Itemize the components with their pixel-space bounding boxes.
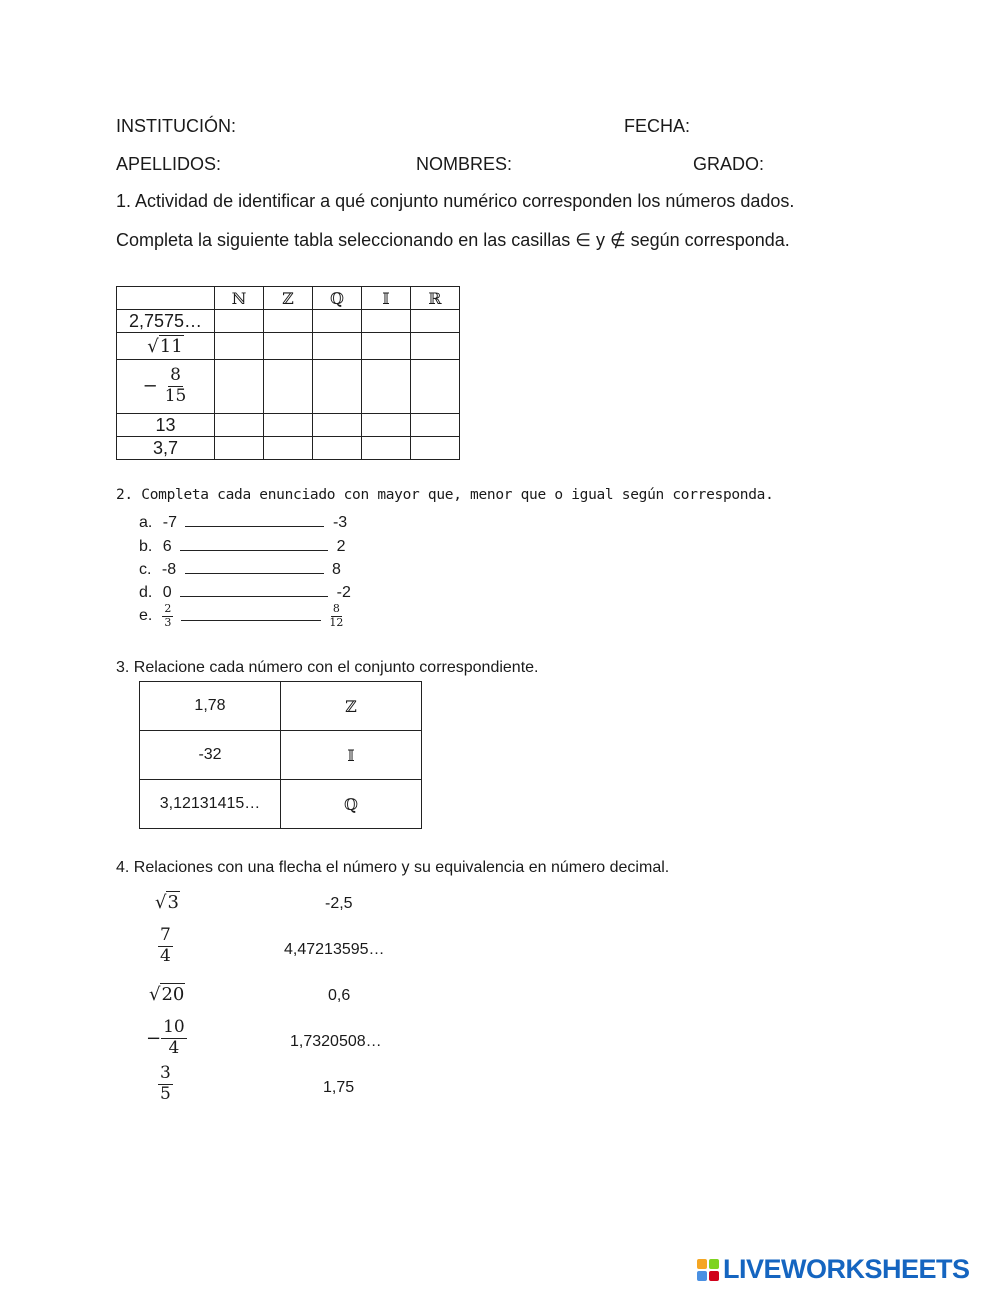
sqrt-expression: √20	[149, 984, 185, 1005]
answer-cell[interactable]	[215, 360, 264, 414]
denominator: 4	[168, 1037, 180, 1058]
table-header-row	[117, 287, 460, 310]
q4-title: 4. Relaciones con una flecha el número y su equivalencia en número decimal.	[116, 859, 670, 876]
number-cell[interactable]: -32	[140, 731, 281, 780]
denominator: 12	[329, 615, 344, 629]
item-left-value: -7	[162, 514, 178, 531]
item-right-value: 2	[336, 538, 346, 555]
item-left-value: 0	[162, 584, 172, 601]
table-row	[117, 414, 460, 437]
answer-blank[interactable]	[181, 606, 321, 621]
left-item[interactable]	[149, 984, 185, 1005]
radicand: 11	[159, 335, 183, 357]
item-left-value: 6	[162, 538, 172, 555]
q3-title: 3. Relacione cada número con el conjunto correspondiente.	[116, 659, 539, 676]
left-item[interactable]	[146, 1018, 187, 1058]
denominator: 4	[160, 945, 171, 966]
liveworksheets-logo	[697, 1254, 970, 1285]
set-cell[interactable]: ℚ	[281, 780, 422, 829]
answer-cell[interactable]	[362, 360, 411, 414]
list-item	[139, 582, 351, 602]
table-row	[140, 731, 422, 780]
answer-cell[interactable]	[411, 414, 460, 437]
answer-blank[interactable]	[185, 512, 324, 527]
item-left-value: -8	[161, 561, 177, 578]
radicand: 3	[167, 892, 179, 913]
item-letter: c.	[139, 561, 152, 578]
list-item	[139, 559, 341, 579]
answer-cell[interactable]	[215, 333, 264, 360]
header-rationals: ℚ	[313, 287, 362, 310]
left-item[interactable]	[155, 892, 180, 913]
answer-cell[interactable]	[362, 310, 411, 333]
row-label: 13	[117, 414, 215, 437]
header-integers: ℤ	[264, 287, 313, 310]
row-label	[117, 360, 215, 414]
answer-cell[interactable]	[411, 333, 460, 360]
minus-sign: −	[142, 376, 158, 397]
item-letter: e.	[139, 607, 153, 625]
nombres-label: NOMBRES:	[416, 154, 513, 174]
sqrt-expression: √11	[147, 335, 183, 357]
apellidos-label: APELLIDOS:	[116, 154, 222, 174]
answer-blank[interactable]	[180, 582, 328, 597]
left-item[interactable]	[158, 1064, 173, 1104]
number-sets-table	[116, 286, 460, 460]
fraction	[163, 366, 189, 406]
answer-cell[interactable]	[264, 333, 313, 360]
fraction	[327, 603, 345, 629]
list-item	[139, 603, 345, 629]
q1-instruction: Completa la siguiente tabla seleccionando en las casillas ∈ y ∉ según corresponda.	[116, 230, 790, 250]
header-irrationals: 𝕀	[362, 287, 411, 310]
numerator: 10	[163, 1017, 185, 1037]
number-cell[interactable]: 1,78	[140, 682, 281, 731]
numerator: 3	[160, 1063, 171, 1083]
header-naturals: ℕ	[215, 287, 264, 310]
logo-text: LIVEWORKSHEETS	[723, 1254, 970, 1284]
answer-cell[interactable]	[264, 310, 313, 333]
fraction	[161, 1018, 187, 1058]
q1-title: 1. Actividad de identificar a qué conjunto numérico corresponden los números dados.	[116, 191, 795, 211]
answer-cell[interactable]	[313, 437, 362, 460]
item-right-value: -2	[336, 584, 351, 601]
logo-icon	[697, 1259, 719, 1281]
item-right-value: -3	[332, 514, 348, 531]
item-letter: d.	[139, 584, 153, 601]
row-label: 3,7	[117, 437, 215, 460]
answer-cell[interactable]	[411, 360, 460, 414]
denominator: 15	[164, 386, 187, 406]
answer-cell[interactable]	[362, 414, 411, 437]
answer-cell[interactable]	[264, 360, 313, 414]
numerator: 8	[170, 365, 181, 386]
matching-table	[139, 681, 422, 829]
numerator: 8	[332, 602, 340, 615]
fecha-label: FECHA:	[624, 116, 691, 136]
answer-cell[interactable]	[411, 437, 460, 460]
item-right-value: 8	[332, 561, 341, 578]
answer-blank[interactable]	[185, 559, 324, 574]
q2-title: 2. Completa cada enunciado con mayor que, menor que o igual según corresponda.	[116, 487, 774, 503]
item-letter: a.	[139, 514, 153, 531]
numerator: 2	[164, 602, 172, 615]
institucion-label: INSTITUCIÓN:	[116, 116, 236, 136]
answer-cell[interactable]	[362, 437, 411, 460]
header-reals: ℝ	[411, 287, 460, 310]
set-cell[interactable]: ℤ	[281, 682, 422, 731]
table-row	[117, 360, 460, 414]
left-item[interactable]	[158, 926, 173, 966]
answer-cell[interactable]	[411, 310, 460, 333]
fraction	[162, 603, 173, 629]
right-item[interactable]: 1,75	[323, 1079, 355, 1096]
right-item[interactable]: 4,47213595…	[284, 941, 385, 958]
set-cell[interactable]: 𝕀	[281, 731, 422, 780]
answer-cell[interactable]	[264, 414, 313, 437]
answer-cell[interactable]	[313, 360, 362, 414]
fraction	[158, 1064, 173, 1104]
right-item[interactable]: 1,7320508…	[290, 1033, 382, 1050]
answer-cell[interactable]	[313, 414, 362, 437]
fraction	[158, 926, 173, 966]
answer-cell[interactable]	[215, 310, 264, 333]
answer-blank[interactable]	[180, 536, 328, 551]
answer-cell[interactable]	[215, 414, 264, 437]
denominator: 5	[160, 1083, 171, 1104]
table-row	[117, 310, 460, 333]
answer-cell[interactable]	[264, 437, 313, 460]
right-item[interactable]: -2,5	[325, 895, 353, 912]
table-row	[140, 780, 422, 829]
list-item	[139, 536, 346, 556]
table-row	[117, 437, 460, 460]
answer-cell[interactable]	[215, 437, 264, 460]
numerator: 7	[160, 925, 171, 945]
answer-cell[interactable]	[362, 333, 411, 360]
radicand: 20	[161, 984, 185, 1005]
item-letter: b.	[139, 538, 153, 555]
number-cell[interactable]: 3,12131415…	[140, 780, 281, 829]
table-row	[117, 333, 460, 360]
sqrt-expression: √3	[155, 892, 179, 913]
header-empty-cell	[117, 287, 215, 310]
right-item[interactable]: 0,6	[328, 987, 351, 1004]
table-row	[140, 682, 422, 731]
denominator: 3	[164, 615, 172, 629]
answer-cell[interactable]	[313, 333, 362, 360]
row-label	[117, 333, 215, 360]
list-item	[139, 512, 347, 532]
row-label: 2,7575…	[117, 310, 215, 333]
grado-label: GRADO:	[693, 154, 765, 174]
minus-sign: −	[146, 1027, 162, 1049]
answer-cell[interactable]	[313, 310, 362, 333]
